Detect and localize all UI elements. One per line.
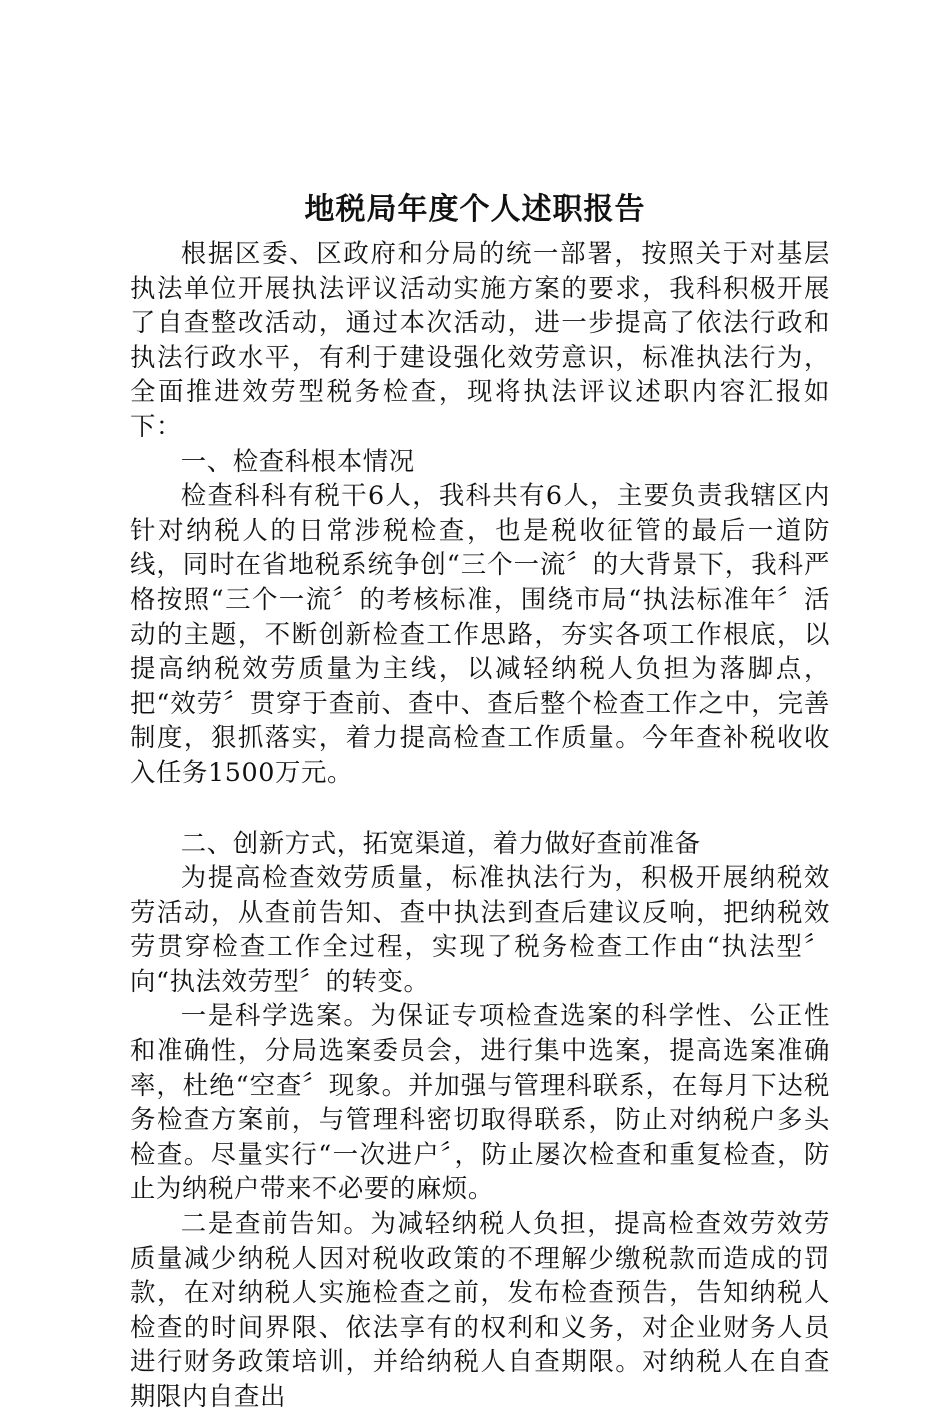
paragraph-section-1: 检查科科有税干6人，我科共有6人，主要负责我辖区内针对纳税人的日常涉税检查，也是税收征管的最后一道防线，同时在省地税系统争创“三个一流〞的大背景下，我科严格按照“三个一流〞的考核标准，围绕市局“执法标准年〞活动的主题，不断创新检查工作思路，夯实各项工作根底，以提高纳税效劳质量为主线，以减轻纳税人负担为落脚点，把“效劳〞贯穿于查前、查中、查后整个检查工作之中，完善制度，狠抓落实，着力提高检查工作质量。今年查补税收收入任务1500万元。: [130, 480, 830, 787]
document-body: [130, 236, 830, 1414]
section-heading-1: 一、检查科根本情况: [180, 445, 415, 476]
document-title: 地税局年度个人述职报告: [304, 192, 646, 227]
paragraph-pre-notice: 二是查前告知。为减轻纳税人负担，提高检查效劳效劳质量减少纳税人因对税收政策的不理解少缴税款而造成的罚款，在对纳税人实施检查之前，发布检查预告，告知纳税人检查的时间界限、依法享有的权利和义务，对企业财务人员进行财务政策培训，并给纳税人自查期限。对纳税人在自查期限内自查出: [130, 1208, 830, 1411]
paragraph-case-selection: 一是科学选案。为保证专项检查选案的科学性、公正性和准确性，分局选案委员会，进行集中选案，提高选案准确率，杜绝“空查〞现象。并加强与管理科联系，在每月下达税务检查方案前，与管理科密切取得联系，防止对纳税户多头检查。尽量实行“一次进户〞，防止屡次检查和重复检查，防止为纳税户带来不必要的麻烦。: [130, 1000, 830, 1204]
paragraph-section-2: 为提高检查效劳质量，标准执法行为，积极开展纳税效劳活动，从查前告知、查中执法到查后建议反响，把纳税效劳贯穿检查工作全过程，实现了税务检查工作由“执法型〞向“执法效劳型〞的转变。: [130, 862, 830, 996]
section-heading-2: 二、创新方式，拓宽渠道，着力做好查前准备: [180, 827, 701, 858]
paragraph-intro: 根据区委、区政府和分局的统一部署，按照关于对基层执法单位开展执法评议活动实施方案的要求，我科积极开展了自查整改活动，通过本次活动，进一步提高了依法行政和执法行政水平，有利于建设强化效劳意识，标准执法行为，全面推进效劳型税务检查，现将执法评议述职内容汇报如下：: [130, 238, 830, 441]
